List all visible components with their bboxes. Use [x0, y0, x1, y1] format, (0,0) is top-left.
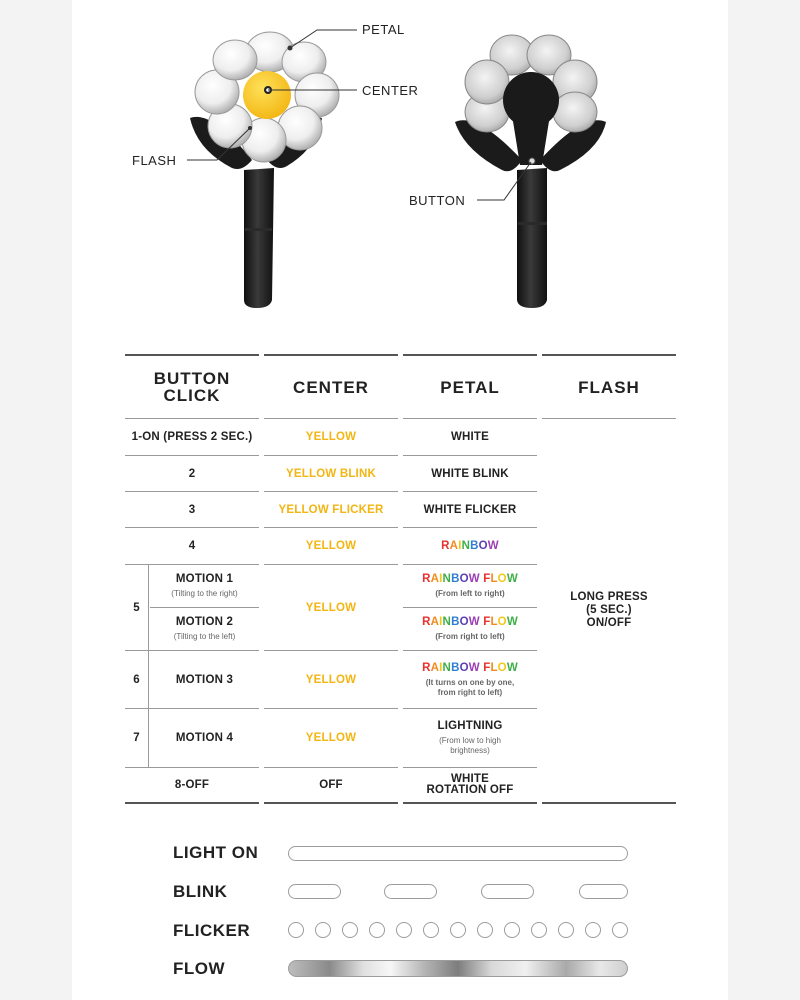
- flicker-dot: [423, 922, 439, 938]
- flicker-dot: [288, 922, 304, 938]
- row3-center: YELLOW FLICKER: [278, 503, 384, 516]
- row7-motion: MOTION 4: [175, 732, 234, 744]
- row7-petal: [403, 709, 537, 767]
- back-lightstick: [455, 35, 606, 308]
- legend-flicker-label: FLICKER: [173, 921, 251, 940]
- row5-num: 5: [133, 601, 140, 614]
- row6-petal-note: (It turns on one by one, from right to left): [425, 677, 515, 697]
- row2-petal: WHITE BLINK: [431, 467, 509, 480]
- row2-click: 2: [188, 467, 196, 480]
- row5-motion2: [150, 608, 259, 650]
- row7-center: YELLOW: [305, 732, 357, 744]
- row7-num: 7: [133, 732, 140, 744]
- motion2-note: (Tilting to the left): [173, 632, 236, 641]
- row3-petal: WHITE FLICKER: [423, 503, 517, 516]
- petal1-note: (From left to right): [435, 589, 505, 598]
- row5-petal2: [403, 608, 537, 650]
- header-button-click: BUTTON CLICK: [153, 369, 231, 405]
- row5-center: YELLOW: [305, 601, 357, 614]
- callout-petal: PETAL: [362, 22, 405, 37]
- flicker-dot: [531, 922, 547, 938]
- motion2-label: MOTION 2: [175, 616, 234, 628]
- blink-segment: [288, 884, 341, 899]
- row7-petal-note: (From low to high brightness): [439, 736, 501, 755]
- flicker-dot: [612, 922, 628, 938]
- flow-gradient-bar: [288, 960, 628, 977]
- flicker-dot: [396, 922, 412, 938]
- header-petal: PETAL: [440, 377, 500, 397]
- rainbow-flow-text: RAINBOW FLOW: [422, 573, 518, 585]
- flash-long-press: LONG PRESS (5 SEC.) ON/OFF: [570, 591, 648, 629]
- blink-segment: [384, 884, 437, 899]
- petal2-note: (From right to left): [435, 632, 505, 641]
- motion1-note: (Tilting to the right): [171, 589, 238, 598]
- legend-blink-label: BLINK: [173, 882, 228, 901]
- blink-segment: [579, 884, 628, 899]
- row1-click: 1-ON (PRESS 2 SEC.): [131, 431, 253, 443]
- row4-click: 4: [188, 540, 196, 552]
- row8-click: 8-OFF: [174, 779, 210, 791]
- row5-motion1: [150, 565, 259, 607]
- flicker-dot: [477, 922, 493, 938]
- callout-flash: FLASH: [132, 153, 177, 168]
- flicker-dot: [369, 922, 385, 938]
- front-lightstick: [190, 32, 339, 308]
- row6-petal: [403, 651, 537, 708]
- callout-button: BUTTON: [409, 193, 466, 208]
- row6-center: YELLOW: [305, 673, 357, 686]
- header-flash: FLASH: [578, 377, 640, 397]
- row5-petal1: [403, 565, 537, 607]
- blink-segment: [481, 884, 534, 899]
- header-center: CENTER: [293, 377, 369, 397]
- rainbow-flow-text: RAINBOW FLOW: [422, 661, 518, 674]
- row4-center: YELLOW: [305, 540, 357, 552]
- row4-petal: [403, 528, 537, 564]
- row8-petal: WHITE ROTATION OFF: [426, 773, 514, 796]
- rainbow-text: RAINBOW: [441, 540, 499, 552]
- flicker-dot: [315, 922, 331, 938]
- flicker-dot: [342, 922, 358, 938]
- row1-petal: WHITE: [450, 431, 490, 443]
- row1-center: YELLOW: [305, 431, 357, 443]
- row2-center: YELLOW BLINK: [286, 467, 376, 480]
- legend-light-on-label: LIGHT ON: [173, 843, 259, 862]
- front-center-yellow: [243, 71, 291, 119]
- flicker-dot: [558, 922, 574, 938]
- motion1-label: MOTION 1: [175, 573, 234, 585]
- row3-click: 3: [188, 503, 196, 516]
- flicker-dot: [450, 922, 466, 938]
- flicker-dot: [504, 922, 520, 938]
- light-on-bar: [288, 846, 628, 861]
- row8-center: OFF: [319, 779, 343, 791]
- row6-motion: MOTION 3: [175, 673, 234, 686]
- rainbow-flow-text: RAINBOW FLOW: [422, 616, 518, 628]
- row6-num: 6: [133, 673, 140, 686]
- row7-petal-label: LIGHTNING: [437, 720, 503, 732]
- callout-center: CENTER: [362, 83, 419, 98]
- flicker-dot: [585, 922, 601, 938]
- page: [72, 0, 728, 1000]
- legend-flow-label: FLOW: [173, 959, 226, 978]
